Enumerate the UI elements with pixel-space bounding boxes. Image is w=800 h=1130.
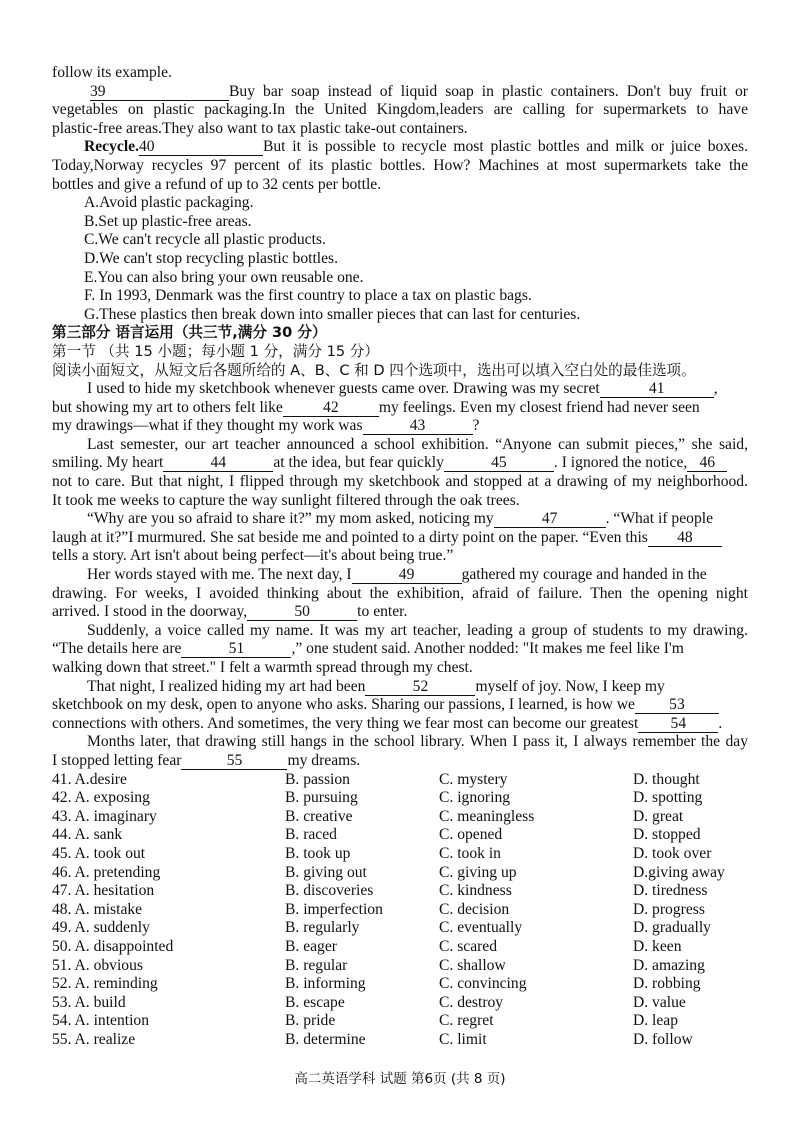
option-d[interactable]: D. value bbox=[633, 993, 686, 1011]
option-row bbox=[52, 994, 748, 1013]
option-row bbox=[52, 919, 748, 938]
option-b[interactable]: B. giving out bbox=[285, 863, 367, 881]
option-a[interactable]: 50. A. disappointed bbox=[52, 937, 174, 955]
part3-title: 第三部分 语言运用（共三节,满分 30 分） bbox=[52, 324, 327, 342]
option-a[interactable]: 55. A. realize bbox=[52, 1030, 136, 1048]
text-line: plastic-free areas.They also want to tax plastic take-out containers. bbox=[52, 119, 468, 137]
option-row bbox=[52, 901, 748, 920]
option-a[interactable]: 44. A. sank bbox=[52, 826, 123, 844]
option-d[interactable]: D. gradually bbox=[633, 919, 711, 937]
option-c[interactable]: C. decision bbox=[439, 900, 510, 918]
blank-52[interactable]: 52 bbox=[365, 679, 475, 696]
passage-line: drawing. For weeks, I avoided thinking about the exhibition, afraid of failure. Then the opening night bbox=[52, 584, 748, 602]
option-b[interactable]: B. pursuing bbox=[285, 789, 358, 807]
passage-line: I used to hide my sketchbook whenever guests came over. Drawing was my secret 41 , bbox=[87, 380, 718, 398]
option-a[interactable]: 43. A. imaginary bbox=[52, 807, 157, 825]
option-c[interactable]: C. opened bbox=[439, 826, 503, 844]
choice-e: E.You can also bring your own reusable one. bbox=[84, 268, 364, 286]
option-d[interactable]: D. keen bbox=[633, 937, 682, 955]
blank-39[interactable]: 39 bbox=[90, 84, 229, 101]
option-a[interactable]: 51. A. obvious bbox=[52, 956, 143, 974]
option-c[interactable]: C. shallow bbox=[439, 956, 506, 974]
option-c[interactable]: C. destroy bbox=[439, 993, 504, 1011]
option-c[interactable]: C. eventually bbox=[439, 919, 523, 937]
question-39-line: 39 Buy bar soap instead of liquid soap in plastic containers. Don't buy fruit or bbox=[90, 82, 748, 100]
option-a[interactable]: 47. A. hesitation bbox=[52, 882, 155, 900]
option-d[interactable]: D. leap bbox=[633, 1012, 679, 1030]
passage-line: That night, I realized hiding my art had been 52 myself of joy. Now, I keep my bbox=[87, 677, 665, 695]
text-line: follow its example. bbox=[52, 64, 172, 81]
passage-line: tells a story. Art isn't about being perfect—it's about being true.” bbox=[52, 547, 454, 565]
passage-line: It took me weeks to capture the way sunlight filtered through the oak trees. bbox=[52, 491, 520, 509]
text-line: vegetables on plastic packaging.In the United Kingdom,leaders are calling for supermarkets to have bbox=[52, 101, 748, 119]
page-footer: 高二英语学科 试题 第6页 (共 8 页) bbox=[294, 1071, 506, 1087]
option-b[interactable]: B. regularly bbox=[285, 919, 360, 937]
option-d[interactable]: D. progress bbox=[633, 900, 705, 918]
option-a[interactable]: 41. A.desire bbox=[52, 770, 127, 788]
passage-line: my drawings—what if they thought my work was 43 ? bbox=[52, 417, 480, 435]
option-b[interactable]: B. imperfection bbox=[285, 900, 383, 918]
option-c[interactable]: C. ignoring bbox=[439, 789, 511, 807]
choice-f: F. In 1993, Denmark was the first country to place a tax on plastic bags. bbox=[84, 287, 532, 305]
option-c[interactable]: C. meaningless bbox=[439, 807, 535, 825]
option-b[interactable]: B. eager bbox=[285, 937, 337, 955]
choice-g: G.These plastics then break down into smaller pieces that can last for centuries. bbox=[84, 305, 581, 323]
option-row bbox=[52, 1012, 748, 1031]
blank-43[interactable]: 43 bbox=[363, 418, 473, 435]
option-a[interactable]: 53. A. build bbox=[52, 993, 126, 1011]
blank-47[interactable]: 47 bbox=[494, 511, 606, 528]
option-b[interactable]: B. creative bbox=[285, 807, 353, 825]
option-c[interactable]: C. scared bbox=[439, 937, 498, 955]
passage-line: I stopped letting fear 55 my dreams. bbox=[52, 751, 361, 769]
option-d[interactable]: D. robbing bbox=[633, 975, 701, 993]
passage-line: “The details here are 51 ,” one student said. Another nodded: "It makes me feel like I'm bbox=[52, 640, 684, 658]
passage-line: smiling. My heart 44 at the idea, but fear quickly 45 . I ignored the notice, 46 bbox=[52, 454, 748, 473]
option-b[interactable]: B. escape bbox=[285, 993, 345, 1011]
text-line: bottles and give a refund of up to 32 cents per bottle. bbox=[52, 175, 382, 193]
option-d[interactable]: D. tiredness bbox=[633, 882, 708, 900]
choice-a: A.Avoid plastic packaging. bbox=[84, 194, 254, 212]
option-d[interactable]: D. stopped bbox=[633, 826, 701, 844]
option-d[interactable]: D.giving away bbox=[633, 863, 725, 881]
option-row bbox=[52, 845, 748, 864]
exam-page bbox=[52, 64, 748, 1049]
option-a[interactable]: 48. A. mistake bbox=[52, 900, 143, 918]
option-c[interactable]: C. took in bbox=[439, 844, 501, 862]
option-row bbox=[52, 882, 748, 901]
blank-41[interactable]: 41 bbox=[600, 381, 714, 398]
text-line: Today,Norway recycles 97 percent of its plastic bottles. How? Machines at most supermarkets take the bbox=[52, 156, 748, 174]
passage-line: sketchbook on my desk, open to anyone who asks. Sharing our passions, I learned, is how we 53 bbox=[52, 696, 748, 715]
option-row bbox=[52, 938, 748, 957]
blank-40[interactable]: 40 bbox=[139, 139, 263, 156]
passage-line: “Why are you so afraid to share it?” my mom asked, noticing my 47 . “What if people bbox=[87, 510, 713, 528]
blank-55[interactable]: 55 bbox=[181, 753, 287, 770]
option-d[interactable]: D. took over bbox=[633, 844, 712, 862]
blank-44[interactable]: 44 bbox=[163, 455, 273, 472]
passage-line: laugh at it?”I murmured. She sat beside me and pointed to a dirty point on the paper. “Even this 48 bbox=[52, 529, 748, 548]
option-row bbox=[52, 957, 748, 976]
passage-line: Last semester, our art teacher announced a school exhibition. “Anyone can submit pieces,” she said, bbox=[87, 435, 748, 453]
options-table bbox=[52, 771, 748, 1050]
passage-line: walking down that street." I felt a warmth spread through my chest. bbox=[52, 659, 473, 676]
option-b[interactable]: B. regular bbox=[285, 956, 348, 974]
option-c[interactable]: C. regret bbox=[439, 1012, 494, 1030]
option-a[interactable]: 42. A. exposing bbox=[52, 789, 150, 807]
option-b[interactable]: B. determine bbox=[285, 1030, 366, 1048]
blank-51[interactable]: 51 bbox=[181, 641, 291, 658]
option-row bbox=[52, 771, 748, 790]
passage-line: but showing my art to others felt like 42 my feelings. Even my closest friend had never seen bbox=[52, 398, 700, 416]
passage-line: Suddenly, a voice called my name. It was my art teacher, leading a group of students to my drawing. bbox=[87, 621, 748, 639]
choice-c: C.We can't recycle all plastic products. bbox=[84, 231, 326, 249]
option-a[interactable]: 54. A. intention bbox=[52, 1012, 150, 1030]
option-a[interactable]: 52. A. reminding bbox=[52, 975, 158, 993]
option-c[interactable]: C. kindness bbox=[439, 882, 512, 900]
option-b[interactable]: B. pride bbox=[285, 1012, 336, 1030]
option-row bbox=[52, 808, 748, 827]
section1-title: 第一节 （共 15 小题；每小题 1 分，满分 15 分） bbox=[52, 342, 379, 360]
option-b[interactable]: B. raced bbox=[285, 826, 337, 844]
option-row bbox=[52, 975, 748, 994]
option-b[interactable]: B. passion bbox=[285, 770, 350, 788]
blank-50[interactable]: 50 bbox=[247, 604, 357, 621]
option-d[interactable]: D. spotting bbox=[633, 789, 703, 807]
option-b[interactable]: B. discoveries bbox=[285, 882, 374, 900]
blank-49[interactable]: 49 bbox=[352, 567, 462, 584]
option-d[interactable]: D. great bbox=[633, 807, 684, 825]
blank-54[interactable]: 54 bbox=[638, 716, 718, 733]
option-c[interactable]: C. mystery bbox=[439, 770, 508, 788]
blank-48[interactable]: 48 bbox=[648, 530, 722, 547]
question-40-line: Recycle.40 But it is possible to recycle most plastic bottles and milk or juice boxes. bbox=[84, 138, 748, 156]
option-d[interactable]: D. thought bbox=[633, 770, 700, 788]
option-d[interactable]: D. follow bbox=[633, 1030, 693, 1048]
option-c[interactable]: C. giving up bbox=[439, 863, 517, 881]
option-c[interactable]: C. limit bbox=[439, 1030, 487, 1048]
option-a[interactable]: 46. A. pretending bbox=[52, 863, 161, 881]
section-heading-recycle: Recycle. bbox=[84, 138, 139, 156]
passage-line: connections with others. And sometimes, the very thing we fear most can become our greatest 54 . bbox=[52, 714, 723, 732]
option-row bbox=[52, 1031, 748, 1050]
passage-line: arrived. I stood in the doorway, 50 to enter. bbox=[52, 603, 408, 621]
blank-46[interactable]: 46 bbox=[687, 455, 727, 472]
option-a[interactable]: 49. A. suddenly bbox=[52, 919, 150, 937]
option-b[interactable]: B. took up bbox=[285, 844, 351, 862]
option-c[interactable]: C. convincing bbox=[439, 975, 527, 993]
passage-line: Months later, that drawing still hangs in the school library. When I pass it, I always remember the day bbox=[87, 733, 748, 751]
choice-d: D.We can't stop recycling plastic bottles. bbox=[84, 249, 339, 267]
blank-45[interactable]: 45 bbox=[444, 455, 554, 472]
instruction: 阅读小面短文，从短文后各题所给的 A、B、C 和 D 四个选项中，选出可以填入空白处的最佳选项。 bbox=[52, 361, 696, 379]
option-row bbox=[52, 864, 748, 883]
passage-line: Her words stayed with me. The next day, I 49 gathered my courage and handed in the bbox=[87, 566, 707, 584]
blank-42[interactable]: 42 bbox=[283, 400, 379, 417]
option-b[interactable]: B. informing bbox=[285, 975, 366, 993]
option-row bbox=[52, 789, 748, 808]
option-row bbox=[52, 826, 748, 845]
choice-b: B.Set up plastic-free areas. bbox=[84, 212, 252, 230]
option-d[interactable]: D. amazing bbox=[633, 956, 705, 974]
passage-line: not to care. But that night, I flipped through my sketchbook and stopped at a drawing of my neighborhood. bbox=[52, 473, 748, 491]
option-a[interactable]: 45. A. took out bbox=[52, 844, 146, 862]
blank-53[interactable]: 53 bbox=[635, 697, 719, 714]
